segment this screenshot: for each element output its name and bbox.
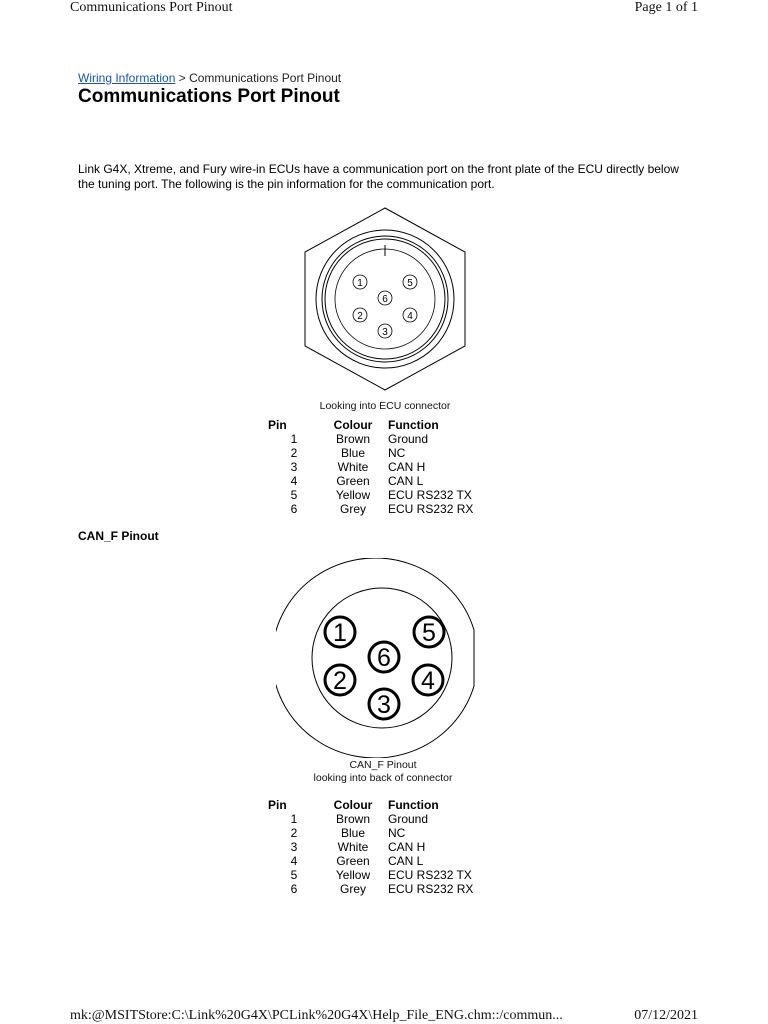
svg-text:6: 6 — [377, 644, 391, 672]
table-row — [268, 460, 473, 474]
print-header-page-number: Page 1 of 1 — [634, 0, 698, 15]
section-title-can-f-pinout: CAN_F Pinout — [78, 529, 159, 543]
svg-text:6: 6 — [382, 294, 388, 305]
wire-colour: Yellow — [335, 868, 371, 882]
pin-function: NC — [388, 446, 406, 460]
breadcrumb — [78, 71, 341, 85]
can-f-pin-6 — [369, 642, 399, 672]
can-f-connector-diagram — [276, 558, 492, 758]
can-f-pin-3 — [369, 689, 399, 719]
pin-function: CAN H — [388, 460, 426, 474]
table-row — [268, 840, 473, 854]
table-row — [268, 488, 473, 502]
table-header-row — [268, 798, 473, 812]
wire-colour: Blue — [340, 446, 366, 460]
table-row — [268, 868, 473, 882]
can-f-pin-2 — [325, 665, 355, 695]
print-header-title: Communications Port Pinout — [70, 0, 233, 15]
print-header — [70, 0, 698, 18]
pin-number: 4 — [290, 854, 298, 868]
pin-function: Ground — [388, 812, 429, 826]
ecu-pin-4 — [403, 308, 417, 322]
wire-colour: White — [337, 840, 369, 854]
column-header-function: Function — [388, 798, 439, 812]
ecu-connector-diagram — [300, 206, 470, 392]
column-header-pin: Pin — [268, 798, 287, 812]
pin-number: 1 — [290, 812, 298, 826]
ecu-pin-1 — [353, 275, 367, 289]
table-row — [268, 432, 473, 446]
ecu-pin-6 — [378, 291, 392, 305]
pin-function: ECU RS232 RX — [388, 502, 474, 516]
wire-colour: Grey — [339, 502, 366, 516]
svg-text:3: 3 — [382, 327, 388, 338]
ecu-pin-5 — [403, 275, 417, 289]
wire-colour: Green — [336, 474, 370, 488]
ecu-pin-2 — [353, 308, 367, 322]
pin-number: 5 — [290, 868, 298, 882]
table-row — [268, 446, 473, 460]
pin-number: 3 — [290, 840, 298, 854]
wire-colour: Brown — [335, 812, 370, 826]
table-row — [268, 474, 473, 488]
wire-colour: Green — [336, 854, 370, 868]
ecu-connector-drawing — [300, 206, 470, 392]
ecu-connector-caption: Looking into ECU connector — [319, 400, 451, 412]
pin-function: ECU RS232 RX — [388, 882, 474, 896]
svg-text:1: 1 — [333, 619, 347, 647]
svg-text:1: 1 — [357, 278, 363, 289]
column-header-pin: Pin — [268, 418, 287, 432]
pin-function: Ground — [388, 432, 429, 446]
intro-paragraph: Link G4X, Xtreme, and Fury wire-in ECUs have a communication port on the front plate of the ECU directly below the tuning port. The following is the pin information for the communication port. — [78, 162, 679, 191]
can-f-caption-line2: looking into back of connector — [313, 772, 453, 784]
pin-function: NC — [388, 826, 406, 840]
pin-function: CAN L — [388, 854, 424, 868]
svg-text:3: 3 — [377, 691, 391, 719]
print-footer-date: 07/12/2021 — [634, 1008, 698, 1023]
ecu-pinout-table — [268, 418, 473, 516]
print-footer — [70, 1008, 698, 1024]
can-f-pinout-table — [268, 798, 473, 896]
breadcrumb-separator: > — [175, 71, 190, 85]
pin-number: 4 — [290, 474, 298, 488]
pin-number: 6 — [290, 882, 298, 896]
column-header-colour: Colour — [333, 418, 373, 432]
pin-function: ECU RS232 TX — [388, 488, 472, 502]
svg-text:2: 2 — [357, 311, 363, 322]
ecu-pin-3 — [378, 324, 392, 338]
table-row — [268, 882, 473, 896]
svg-text:2: 2 — [333, 667, 347, 695]
svg-text:4: 4 — [407, 311, 413, 322]
wire-colour: Brown — [335, 432, 370, 446]
column-header-function: Function — [388, 418, 439, 432]
pin-function: ECU RS232 TX — [388, 868, 472, 882]
page-title: Communications Port Pinout — [78, 86, 340, 107]
can-f-caption-line1: CAN_F Pinout — [349, 759, 417, 771]
pin-number: 2 — [290, 446, 298, 460]
table-row — [268, 854, 473, 868]
wire-colour: Grey — [339, 882, 366, 896]
table-row — [268, 502, 473, 516]
pin-number: 2 — [290, 826, 298, 840]
svg-text:5: 5 — [422, 619, 436, 647]
can-f-pin-5 — [414, 617, 444, 647]
svg-text:5: 5 — [407, 278, 413, 289]
column-header-colour: Colour — [333, 798, 373, 812]
can-f-pin-1 — [325, 617, 355, 647]
breadcrumb-current: Communications Port Pinout — [189, 71, 342, 85]
wire-colour: Yellow — [335, 488, 371, 502]
pin-number: 5 — [290, 488, 298, 502]
pin-number: 3 — [290, 460, 298, 474]
pin-number: 1 — [290, 432, 298, 446]
print-footer-source-path: mk:@MSITStore:C:\Link%20G4X\PCLink%20G4X\Help_File_ENG.chm::/commun... — [70, 1008, 563, 1023]
wire-colour: White — [337, 460, 369, 474]
pin-function: CAN H — [388, 840, 426, 854]
pin-number: 6 — [290, 502, 298, 516]
can-f-pin-4 — [413, 665, 443, 695]
svg-text:4: 4 — [421, 667, 435, 695]
breadcrumb-link-wiring-information[interactable]: Wiring Information — [78, 71, 176, 85]
table-header-row — [268, 418, 473, 432]
table-row — [268, 812, 473, 826]
can-f-connector-drawing — [276, 558, 492, 758]
pin-function: CAN L — [388, 474, 424, 488]
wire-colour: Blue — [340, 826, 366, 840]
table-row — [268, 826, 473, 840]
